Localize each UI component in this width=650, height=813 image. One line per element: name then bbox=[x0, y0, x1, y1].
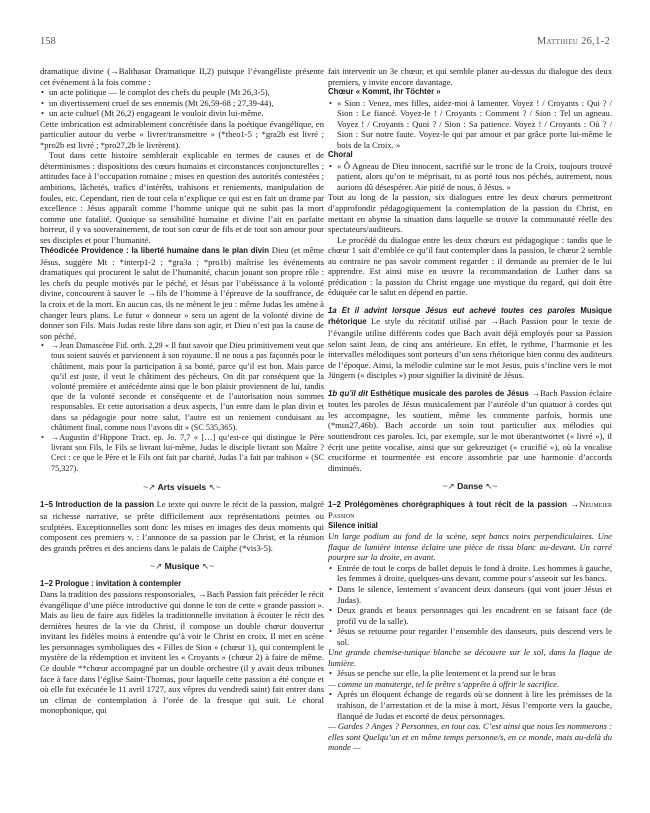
paragraph: Cette imbrication est admirablement concrétisée dans la poétique évangélique, en particulier autour du verbe « livrer/transmettre » (*theo1-5 ; *gra2b est livré ; *pro2b est livré ; *pro27,2b le livrèrent). bbox=[40, 118, 324, 150]
list-item: • Jésus se penche sur elle, la plie lentement et la prend sur le bras bbox=[328, 668, 612, 679]
silence-label: Silence initial bbox=[328, 520, 378, 530]
quote-item: • « Ô Agneau de Dieu innocent, sacrifié sur le tronc de la Croix, toujours trouvé patient, alors qu’on te méprisait, tu as porté tous nos péchés, autrement, nous aurions dû désespérer. Aie pitié de nous, ô Jésus. » bbox=[328, 161, 612, 193]
left-column bbox=[40, 66, 324, 716]
subsection-heading: 1–5 Introduction de la passion bbox=[40, 500, 155, 510]
list-item: • un acte cultuel (Mt 26,2) engageant le vouloir divin lui-même. bbox=[40, 108, 324, 119]
reference: →Neumeier Passion bbox=[328, 498, 612, 521]
list-item: • un divertissement cruel de ses ennemis (Mt 26,59-68 ; 27,39-44), bbox=[40, 98, 324, 109]
ornament-icon: ~↗ bbox=[442, 481, 455, 492]
section-heading-arts bbox=[40, 482, 324, 493]
paragraph bbox=[40, 499, 324, 553]
paragraph: Dans la tradition des passions responsoriales, →Bach Passion fait précéder le récit évangélique d’une pièce introductive qui donne le ton de cette « grande passion ». Mais au lieu de faire aux fidèles la traditionnelle invitation à écouter le récit des dernières heures de la vie du Christ, il compose un double chœur douvertur invitant les fidèles moins à entendre qu’à voir le Christ en croix. Il met en scène les personnages symboliques des « Filles de Sion » (chœur 1), qui contemplent le mystère de la rédemption et invitent les « Croyants » (chœur 2) à faire de même. Ce double **chœur accompagné par un double orchestre (il y avait deux tribunes face à face dans l’église Saint-Thomas, pour laquelle cette passion a été conçue et où elle fut exécutée le 11 avril 1727, aux vêpres du vendredi saint) fait entrer dans un climat de contemplation à l’orée de la fresque qui suit. Le choral monophonique, qui bbox=[40, 589, 324, 716]
quote-list bbox=[40, 341, 324, 474]
paragraph bbox=[40, 245, 324, 341]
ornament-icon: ~↗ bbox=[149, 561, 163, 572]
paragraph bbox=[328, 305, 612, 381]
paragraph: fait intervenir un 3e chœur, et qui semble planer au-dessus du dialogue des deux premiers, y invite encore davantage. bbox=[328, 66, 612, 87]
topic-heading: Musique rhétorique bbox=[328, 305, 612, 327]
paragraph-text: Dieu (et même Jésus, suggère Mt : *interp1-2 ; *gra3a ; *pro1b) maîtrise les événements dramatiques qui procurent le salut de l’humanité, chacun jouant son propre rôle : les chefs du peuple motivés par le péché, et Jésus par l’obéissance à la volonté divine, concourent à sauver le →fils de l’homme à l’épreuve de la souffrance, de la croix et de la mort. En aucun cas, ils ne mènent le jeu : même Judas les amène à changer leurs plans. Le futur « donneur » sera un agent de la volonté divine de donner son Fils. Mais Judas reste libre dans son agir, et Dieu n’est pas la cause de son péché. bbox=[40, 245, 324, 341]
spacer bbox=[328, 298, 612, 305]
list-item: • un acte politique — le complot des chefs du peuple (Mt 26,3-5), bbox=[40, 87, 324, 98]
section-title: Arts visuels bbox=[157, 481, 207, 492]
topic-heading: Esthétique musicale des paroles de Jésus bbox=[367, 388, 529, 398]
page-number: 158 bbox=[40, 36, 56, 47]
paragraph-text: Le texte qui ouvre le récit de la passion, malgré sa richesse narrative, se prête difficilement aux représentations peintes ou sculptées. Exceptionnelles sont donc les mises en images des deux moments qui composent ces premiers v. : l’annonce de sa passion par le Christ, et la réunion des grands prêtres et des anciens dans le palais de Caïphe (*vis3-5). bbox=[40, 499, 324, 553]
ornament-icon: ↖~ bbox=[201, 561, 215, 572]
list-item: • Après un éloquent échange de regards où se donnent à lire les prémisses de la trahison, de l’arrestation et de la mise à mort, Jésus l’emporte vers la gauche, flanqué de Judas et escorté de deux personnages. bbox=[328, 689, 612, 721]
paragraph bbox=[328, 499, 612, 521]
theodicy-heading: Théodicée Providence : la liberté humaine dans le plan divin bbox=[40, 246, 269, 256]
paragraph bbox=[328, 388, 612, 473]
bullet-list bbox=[328, 689, 612, 721]
list-item: • Deux grands et beaux personnages qui les encadrent en se faisant face (de profil vu de la salle). bbox=[328, 605, 612, 626]
section-heading-musique bbox=[40, 561, 324, 572]
stage-direction: Un large podium au fond de la scène, sept bancs noirs perpendiculaires. Une flaque de lumière intense éclaire une pièce de tissu blanc au-devant. Un carré pourpre sur la droite, en avant. bbox=[328, 531, 612, 563]
subsection-heading: 1–2 Prolégomènes chorégraphiques à tout récit de la passion bbox=[328, 499, 567, 509]
bullet-list bbox=[40, 87, 324, 119]
verse-heading: 1a Et il advint lorsque Jésus eut achevé toutes ces paroles bbox=[328, 305, 576, 315]
quote-list bbox=[328, 161, 612, 193]
choir-label: Chœur « Kommt, ihr Töchter » bbox=[328, 87, 441, 97]
bullet-list bbox=[328, 668, 612, 679]
quote-item: • →Augustin d’Hippone Tract. ep. Jo. 7,7 « […] qu’est-ce qui distingue le Père livrant son Fils, le Fils se livrant lui-même, Judas le disciple livrant son Maître ? Ceci : ce que le Père et le Fils ont fait par charité, Judas l’a fait par trahison » (SC 75,327). bbox=[40, 433, 324, 474]
bullet-list bbox=[328, 563, 612, 647]
ornament-icon: ~↗ bbox=[143, 481, 156, 492]
list-item: • Jésus se retourne pour regarder l’ensemble des danseurs, puis descend vers le sol. bbox=[328, 626, 612, 647]
section-title: Danse bbox=[457, 481, 483, 492]
stage-direction: — comme un manuterge, tel le prêtre s’apprête à offrir le sacrifice. bbox=[328, 678, 560, 689]
section-title: Musique bbox=[164, 561, 200, 572]
quote-item: • →Jean Damascène Fid. orth. 2,29 « Il faut savoir que Dieu primitivement veut que tous soient sauvés et parviennent à son royaume. Il ne nous a pas façonnés pour le châtiment, mais pour la participation à sa bonté, parce qu’il est bon. Mais parce qu’il est juste, il veut le châtiment des pécheurs. On dit par conséquent que la volonté première et antécédente ainsi que le bon plaisir proviennent de lui, tandis que de la volonté seconde et conséquente et de l’autorisation nous sommes responsables. Et cette autorisation a deux aspects, l’un entre dans le plan divin et dans sa pédagogie pour notre salut, l’autre est un reniement conduisant au châtiment final, comme nous l’avons dit » (SC 535,365). bbox=[40, 341, 324, 433]
paragraph: dramatique divine (→Balthasar Dramatique II,2) puisque l’évangéliste présente cet événement à la fois comme : bbox=[40, 66, 324, 87]
verse-heading: 1b qu’il dit bbox=[328, 388, 368, 398]
right-column bbox=[328, 66, 612, 753]
choral-label: Choral bbox=[328, 150, 353, 160]
section-heading-danse bbox=[328, 481, 612, 492]
quote-list bbox=[328, 98, 612, 151]
stage-direction: Une grande chemise-tunique blanche se découvre sur le sol, dans la flaque de lumière. bbox=[328, 647, 612, 668]
paragraph-text: →Bach Passion éclaire toutes les paroles de Jésus musicalement par l’auréole d’un quatuor à cordes qui les accompagne, les soutient, même les commente parfois, hormis une (*mus27,46b). Bach accorde un soin tout particulier aux mélodies qui soutiendront ces paroles. Ici, par exemple, sur le mot überantwortet (« livré »), il écrit une petite vocalise, ainsi que sur gekreuziget (« crucifié »), où la vocalise cruciforme et tourmentée est encore assombrie par une harmonie d’accords diminués. bbox=[328, 387, 613, 473]
spacer bbox=[328, 381, 612, 388]
quote-item: • « Sion : Venez, mes filles, aidez-moi à lamenter. Voyez ! / Croyants : Qui ? / Sion : Le fiancé. Voyez-le ! / Croyants : Comment ? / Sion : Tel un agneau. Voyez ! / Croyants : Quoi ? / Sion : Sa patience. Voyez ! / Croyants : Où ? / Sion : Sur notre faute. Voyez-le qui par amour et par grâce porte lui-même le bois de la Croix. » bbox=[328, 98, 612, 151]
paragraph-text: Le style du récitatif utilisé par →Bach Passion pour le texte de l’évangile utilise différents codes que Bach avait déjà employés pour sa Passion selon saint Jean, de cinq ans antérieure. En effet, le rythme, l’harmonie et les intervalles mélodiques sont porteurs d’un sens rhétorique bien connu des auditeurs de l’époque. Ainsi, la mélodie culmine sur le mot Jesus, puis s’incline vers le mot Jüngern (« disciples ») pour signifier la divinité de Jésus. bbox=[328, 316, 613, 381]
list-item: • Entrée de tout le corps de ballet depuis le fond à droite. Les hommes à gauche, les femmes à droite, quelques-uns devant, comme pour s’asseoir sur les bancs. bbox=[328, 563, 612, 584]
ornament-icon: ↖~ bbox=[208, 481, 221, 492]
paragraph: Tout dans cette histoire semblerait explicable en termes de causes et de déterminismes : dispositions des cœurs humains et circonstances conjoncturelles ; attitudes face à l’occupation romaine ; mises en question des autorités contestées ; ambitions, lâchetés, trafics d’intérêts, trahisons et reniements, manipulation de foules, etc. Cependant, rien de tout cela n’explique ce qui est en fait un drame par excellence : Jésus apparaît comme l’homme unique qui ne subit pas la mort comme une fatalité. Quoique sa sensibilité humaine et divine l’ait en parfaite horreur, il y va souverainement, de tout son cœur de fils et de tout son amour pour ses disciples et pour l’humanité. bbox=[40, 150, 324, 245]
page-header bbox=[40, 36, 610, 50]
subsection-heading: 1–2 Prologue : invitation à contempler bbox=[40, 578, 182, 588]
list-item: • Dans le silence, lentement s’avancent deux danseurs (qui vont jouer Jésus et Judas). bbox=[328, 584, 612, 605]
stage-direction: — Gardes ? Anges ? Personnes, en tout cas. C’est ainsi que nous les nommerons : elles sont Quelqu’un et en même temps personne/s, en ce monde, mais au-delà du monde — bbox=[328, 721, 612, 753]
paragraph: Le procédé du dialogue entre les deux chœurs est pédagogique : tandis que le chœur 1 sait d’emblée ce qu’il faut contempler dans la passion, le chœur 2 semble au contraire ne pas savoir comment regarder : il demande au premier de le lui apprendre. Est ainsi mise en œuvre la recommandation de Luther dans sa prédication : la passion du Christ engage une mystique du regard, qui doit être éduquée car le salut en dépend en partie. bbox=[328, 234, 612, 298]
running-head: Matthieu 26,1-2 bbox=[536, 36, 610, 47]
ornament-icon: ↖~ bbox=[485, 481, 498, 492]
paragraph: Tout au long de la passion, six dialogues entre les deux chœurs permettront d’approfondir pédagogiquement la contemplation de la passion du Christ, en mettant en abyme la situation dans laquelle se trouve la communauté réelle des spectateurs/auditeurs. bbox=[328, 192, 612, 235]
